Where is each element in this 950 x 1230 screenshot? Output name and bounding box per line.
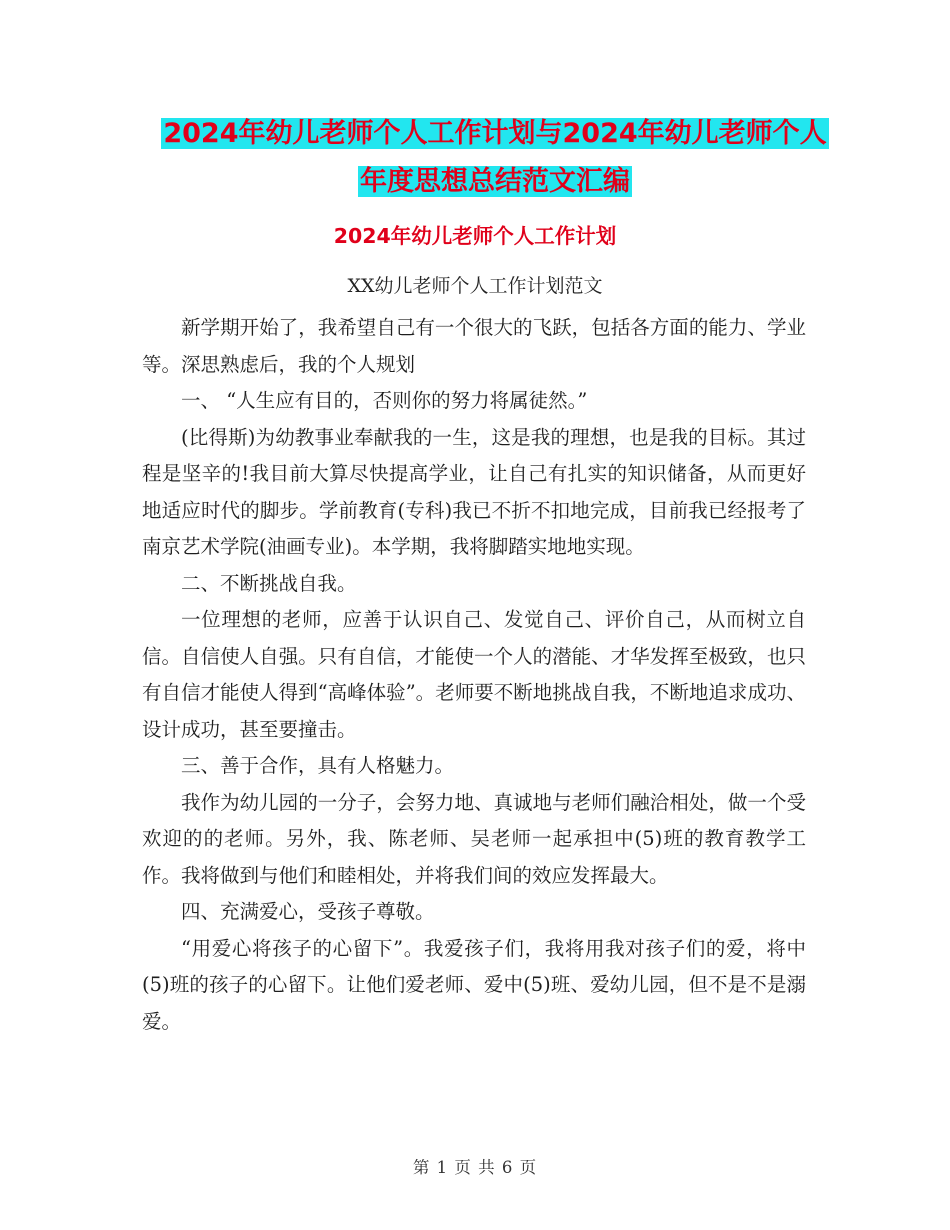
sample-title: XX幼儿老师个人工作计划范文 (347, 275, 603, 297)
page-footer: 第 1 页 共 6 页 (412, 1158, 538, 1177)
document-body (142, 310, 806, 1040)
paragraph: 一、 “人生应有目的，否则你的努力将属徒然。” (181, 389, 588, 412)
main-title-line-1: 2024年幼儿老师个人工作计划与2024年幼儿老师个人 (163, 118, 827, 149)
document-main-title (140, 110, 850, 206)
paragraph: 四、充满爱心，受孩子尊敬。 (181, 900, 435, 923)
paragraph: 三、善于合作，具有人格魅力。 (181, 754, 455, 777)
main-title-line-2: 年度思想总结范文汇编 (360, 166, 630, 197)
paragraph: 新学期开始了，我希望自己有一个很大的飞跃，包括各方面的能力、学业等。深思熟虑后，我的个人规划 (142, 316, 806, 376)
section-title: 2024年幼儿老师个人工作计划 (333, 224, 617, 248)
paragraph: 二、不断挑战自我。 (181, 571, 357, 595)
paragraph: 我作为幼儿园的一分子，会努力地、真诚地与老师们融洽相处，做一个受欢迎的的老师。另外，我、陈老师、吴老师一起承担中(5)班的教育教学工作。我将做到与他们和睦相处，并将我们间的效应发挥最大。 (142, 790, 806, 887)
paragraph: (比得斯)为幼教事业奉献我的一生，这是我的理想，也是我的目标。其过程是坚辛的!我目前大算尽快提高学业，让自己有扎实的知识储备，从而更好地适应时代的脚步。学前教育(专科)我已不折不扣地完成，目前我已经报考了南京艺术学院(油画专业)。本学期，我将脚踏实地地实现。 (142, 425, 806, 558)
paragraph: 一位理想的老师，应善于认识自己、发觉自己、评价自己，从而树立自信。自信使人自强。只有自信，才能使一个人的潜能、才华发挥至极致，也只有自信才能使人得到“高峰体验”。老师要不断地挑战自我，不断地追求成功、设计成功，甚至要撞击。 (142, 608, 806, 741)
paragraph: “用爱心将孩子的心留下”。我爱孩子们，我将用我对孩子们的爱，将中(5)班的孩子的心留下。让他们爱老师、爱中(5)班、爱幼儿园，但不是不是溺爱。 (142, 936, 806, 1033)
